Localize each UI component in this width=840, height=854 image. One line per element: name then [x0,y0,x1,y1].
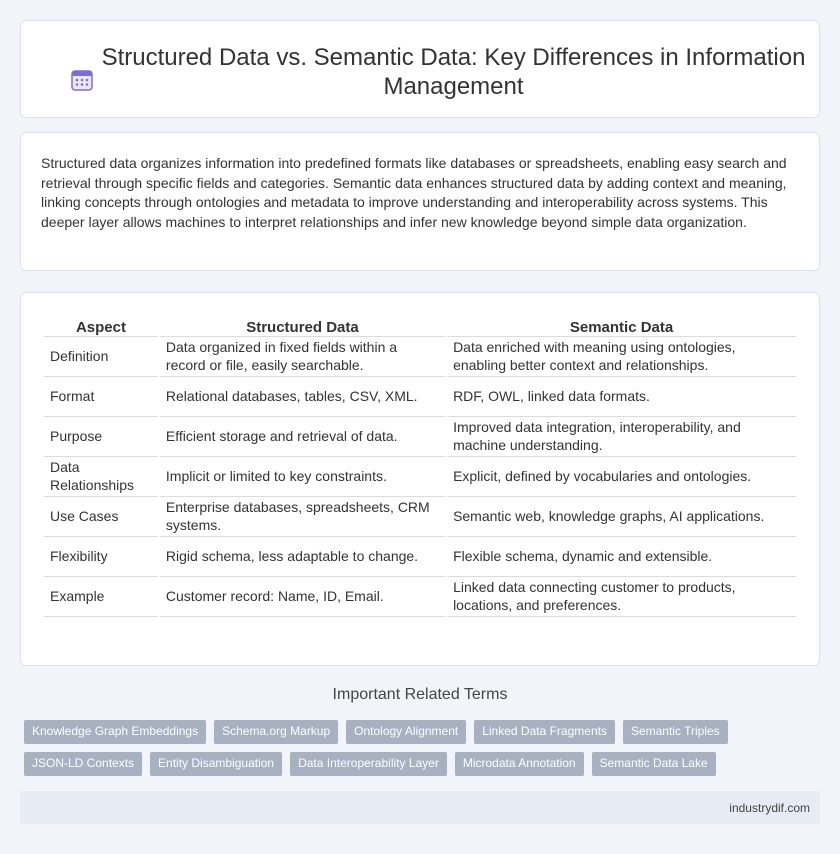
aspect-cell: Purpose [44,417,158,457]
table-row [44,457,796,497]
structured-cell: Enterprise databases, spreadsheets, CRM systems. [160,497,445,537]
related-term-tag[interactable]: Semantic Triples [623,720,728,744]
table-row [44,537,796,577]
footer-site-link[interactable]: industrydif.com [729,801,810,815]
related-terms-heading: Important Related Terms [332,686,508,703]
table-row [44,577,796,617]
table-row [44,417,796,457]
aspect-cell: Flexibility [44,537,158,577]
semantic-cell: Data enriched with meaning using ontologies, enabling better context and relationships. [447,337,796,377]
intro-card [20,132,820,271]
title-card [20,20,820,118]
table-row [44,377,796,417]
semantic-cell: Flexible schema, dynamic and extensible. [447,537,796,577]
structured-cell: Relational databases, tables, CSV, XML. [160,377,445,417]
table-row [44,497,796,537]
related-term-tag[interactable]: Data Interoperability Layer [290,752,447,776]
related-term-tag[interactable]: Knowledge Graph Embeddings [24,720,206,744]
aspect-cell: Format [44,377,158,417]
aspect-cell: Data Relationships [44,457,158,497]
semantic-cell: Linked data connecting customer to products, locations, and preferences. [447,577,796,617]
semantic-cell: Explicit, defined by vocabularies and ontologies. [447,457,796,497]
aspect-cell: Use Cases [44,497,158,537]
comparison-table-card [20,292,820,666]
semantic-cell: Semantic web, knowledge graphs, AI applications. [447,497,796,537]
header-aspect: Aspect [44,313,158,337]
related-term-tag[interactable]: Microdata Annotation [455,752,584,776]
calendar-grid-icon [70,68,94,92]
table-row [44,337,796,377]
semantic-cell: RDF, OWL, linked data formats. [447,377,796,417]
page-title: Structured Data vs. Semantic Data: Key Differences in Information Management [101,44,806,100]
aspect-cell: Definition [44,337,158,377]
related-term-tag[interactable]: Linked Data Fragments [474,720,615,744]
semantic-cell: Improved data integration, interoperability, and machine understanding. [447,417,796,457]
header-semantic-data: Semantic Data [447,313,796,337]
footer [20,791,820,824]
structured-cell: Efficient storage and retrieval of data. [160,417,445,457]
related-term-tag[interactable]: Entity Disambiguation [150,752,282,776]
related-term-tag[interactable]: Semantic Data Lake [592,752,716,776]
related-term-tag[interactable]: Ontology Alignment [346,720,466,744]
structured-cell: Data organized in fixed fields within a record or file, easily searchable. [160,337,445,377]
header-structured-data: Structured Data [160,313,445,337]
structured-cell: Rigid schema, less adaptable to change. [160,537,445,577]
comparison-table [42,313,798,617]
related-term-tag[interactable]: JSON-LD Contexts [24,752,142,776]
related-terms-tags [24,720,824,776]
related-term-tag[interactable]: Schema.org Markup [214,720,338,744]
intro-paragraph: Structured data organizes information into predefined formats like databases or spreadsheets, enabling easy search and retrieval through specific fields and categories. Semantic data enhances structured data by adding context and meaning, linking concepts through ontologies and metadata to improve understanding and interoperability across systems. This deeper layer allows machines to interpret relationships and infer new knowledge beyond simple data organization. [41,155,787,230]
table-header-row [44,313,796,337]
structured-cell: Implicit or limited to key constraints. [160,457,445,497]
aspect-cell: Example [44,577,158,617]
structured-cell: Customer record: Name, ID, Email. [160,577,445,617]
